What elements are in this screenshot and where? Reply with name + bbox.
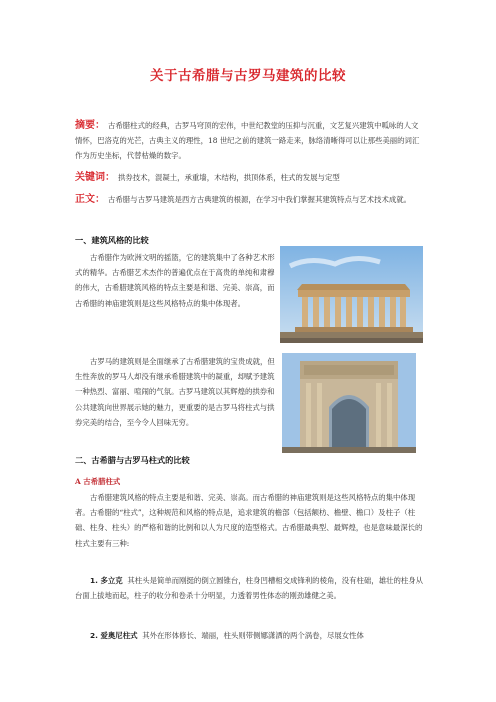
body-intro-paragraph <box>75 192 425 207</box>
keywords-text: 拱券技术，混凝土，承重墙，木结构，拱顶体系，柱式的发展与定型 <box>118 173 340 182</box>
body-intro-label: 正文： <box>75 194 105 205</box>
abstract-text: 古希腊柱式的经典，古罗马穹顶的宏伟，中世纪教堂的压抑与沉重，文艺复兴建筑中呱咏的人文情怀，巴洛克的光芒，古典主义的理性，18 世纪之前的建筑一路走来，脉络清晰得可以让那些美丽的词汇作为历史坐标，代替枯燥的数字。 <box>75 121 420 161</box>
section1-paragraph-2: 古罗马的建筑则是全面继承了古希腊建筑的宝贵成就，但生性奔放的罗马人却没有继承希腊建筑中的凝重，却赋予建筑一种热烈、富丽、喧闹的气氛。古罗马建筑以其辉煌的拱券和公共建筑向世界展示她的魅力，更重要的是古罗马将柱式与拱券完美的结合，至今令人回味无穷。 <box>75 357 275 427</box>
doric-text: 其柱头是简单而刚挺的倒立圆锥台，柱身凹槽相交成锋利的棱角，没有柱础，雄壮的柱身从台面上拔地而起，柱子的收分和卷杀十分明显，力透着男性体态的刚劲雄健之美。 <box>75 576 424 601</box>
keywords-label: 关键词： <box>75 172 115 183</box>
abstract-label: 摘要： <box>75 120 105 131</box>
abstract-paragraph <box>75 118 425 164</box>
section1-paragraph-1: 古希腊作为欧洲文明的摇篮，它的建筑集中了各种艺术形式的精华。古希腊艺术杰作的普遍优点在于高贵的单纯和肃穆的伟大，古希腊建筑风格的特点主要是和谐、完美、崇高，而古希腊的神庙建筑则是这些风格特点的集中体现者。 <box>75 253 275 308</box>
temple-image <box>280 246 423 343</box>
keywords-paragraph <box>75 170 425 185</box>
arch-image <box>282 353 416 453</box>
section2-heading: 二、古希腊与古罗马柱式的比较 <box>75 455 190 465</box>
body-intro-text: 古希腊与古罗马建筑是西方古典建筑的根源，在学习中我们掌握其建筑特点与艺术技术成就。 <box>108 195 412 204</box>
ionic-term: 2. 爱奥尼柱式 <box>90 631 138 640</box>
section2-subheading: A 古希腊柱式 <box>75 477 121 486</box>
page-title: 关于古希腊与古罗马建筑的比较 <box>150 68 346 84</box>
section2-paragraph-1: 古希腊建筑风格的特点主要是和谐、完美、崇高。而古希腊的神庙建筑则是这些风格特点的集中体现者。古希腊的“柱式”，这种规范和风格的特点是，追求建筑的檐部（包括额枋、檐壁、檐口）及柱子（柱础、柱身、柱头）的严格和谐的比例和以人为尺度的造型格式。古希腊最典型、最辉煌，也是意味最深长的柱式主要有三种: <box>75 493 423 548</box>
doric-term: 1. 多立克 <box>90 576 123 585</box>
section2-item-2 <box>75 628 428 643</box>
section2-item-1 <box>75 573 428 603</box>
section1-heading: 一、建筑风格的比较 <box>75 235 149 245</box>
ionic-text: 其外在形体修长、端丽，柱头则带侧娜潇洒的两个涡卷，尽展女性体 <box>142 631 364 640</box>
